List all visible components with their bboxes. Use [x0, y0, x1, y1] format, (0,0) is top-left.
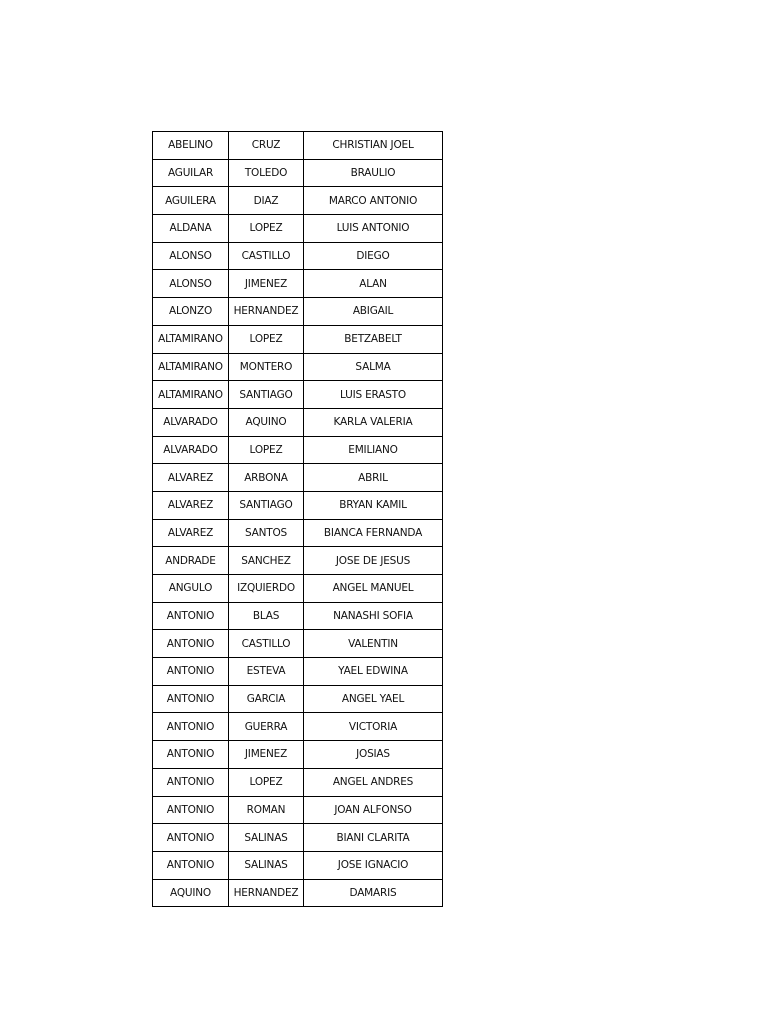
- table-row: [153, 658, 443, 686]
- table-row: [153, 436, 443, 464]
- maternal-surname-cell: HERNANDEZ: [229, 298, 304, 326]
- table-row: [153, 381, 443, 409]
- paternal-surname-cell: ALTAMIRANO: [153, 325, 229, 353]
- given-name-cell: NANASHI SOFIA: [304, 602, 443, 630]
- given-name-cell: BIANI CLARITA: [304, 824, 443, 852]
- paternal-surname-cell: ALTAMIRANO: [153, 381, 229, 409]
- paternal-surname-cell: ANTONIO: [153, 630, 229, 658]
- paternal-surname-cell: ALVARADO: [153, 436, 229, 464]
- table-row: [153, 519, 443, 547]
- table-row: [153, 851, 443, 879]
- maternal-surname-cell: LOPEZ: [229, 768, 304, 796]
- table-row: [153, 741, 443, 769]
- table-row: [153, 824, 443, 852]
- paternal-surname-cell: ANTONIO: [153, 851, 229, 879]
- given-name-cell: BETZABELT: [304, 325, 443, 353]
- given-name-cell: ABIGAIL: [304, 298, 443, 326]
- table-row: [153, 547, 443, 575]
- maternal-surname-cell: SALINAS: [229, 851, 304, 879]
- paternal-surname-cell: ALONZO: [153, 298, 229, 326]
- maternal-surname-cell: SANTIAGO: [229, 491, 304, 519]
- table-row: [153, 685, 443, 713]
- table-row: [153, 879, 443, 907]
- paternal-surname-cell: ALVAREZ: [153, 491, 229, 519]
- maternal-surname-cell: CASTILLO: [229, 630, 304, 658]
- paternal-surname-cell: ANTONIO: [153, 685, 229, 713]
- given-name-cell: EMILIANO: [304, 436, 443, 464]
- maternal-surname-cell: CASTILLO: [229, 242, 304, 270]
- given-name-cell: ALAN: [304, 270, 443, 298]
- table-row: [153, 796, 443, 824]
- paternal-surname-cell: ALDANA: [153, 215, 229, 243]
- table-row: [153, 215, 443, 243]
- table-row: [153, 270, 443, 298]
- maternal-surname-cell: CRUZ: [229, 132, 304, 160]
- maternal-surname-cell: ARBONA: [229, 464, 304, 492]
- table-row: [153, 325, 443, 353]
- given-name-cell: BRAULIO: [304, 159, 443, 187]
- given-name-cell: JOSE DE JESUS: [304, 547, 443, 575]
- maternal-surname-cell: JIMENEZ: [229, 741, 304, 769]
- given-name-cell: BIANCA FERNANDA: [304, 519, 443, 547]
- given-name-cell: LUIS ERASTO: [304, 381, 443, 409]
- paternal-surname-cell: ANTONIO: [153, 658, 229, 686]
- paternal-surname-cell: ALTAMIRANO: [153, 353, 229, 381]
- paternal-surname-cell: ANTONIO: [153, 713, 229, 741]
- maternal-surname-cell: LOPEZ: [229, 436, 304, 464]
- given-name-cell: CHRISTIAN JOEL: [304, 132, 443, 160]
- maternal-surname-cell: BLAS: [229, 602, 304, 630]
- maternal-surname-cell: MONTERO: [229, 353, 304, 381]
- table-row: [153, 132, 443, 160]
- maternal-surname-cell: HERNANDEZ: [229, 879, 304, 907]
- given-name-cell: MARCO ANTONIO: [304, 187, 443, 215]
- given-name-cell: ABRIL: [304, 464, 443, 492]
- paternal-surname-cell: ALONSO: [153, 242, 229, 270]
- paternal-surname-cell: ANDRADE: [153, 547, 229, 575]
- table-row: [153, 242, 443, 270]
- given-name-cell: ANGEL ANDRES: [304, 768, 443, 796]
- maternal-surname-cell: SALINAS: [229, 824, 304, 852]
- table-row: [153, 408, 443, 436]
- maternal-surname-cell: LOPEZ: [229, 325, 304, 353]
- paternal-surname-cell: AQUINO: [153, 879, 229, 907]
- given-name-cell: BRYAN KAMIL: [304, 491, 443, 519]
- given-name-cell: VICTORIA: [304, 713, 443, 741]
- paternal-surname-cell: ANGULO: [153, 575, 229, 603]
- paternal-surname-cell: ANTONIO: [153, 796, 229, 824]
- given-name-cell: JOSE IGNACIO: [304, 851, 443, 879]
- given-name-cell: DAMARIS: [304, 879, 443, 907]
- table-row: [153, 602, 443, 630]
- maternal-surname-cell: ROMAN: [229, 796, 304, 824]
- maternal-surname-cell: ESTEVA: [229, 658, 304, 686]
- paternal-surname-cell: ALVAREZ: [153, 519, 229, 547]
- given-name-cell: JOSIAS: [304, 741, 443, 769]
- paternal-surname-cell: AGUILAR: [153, 159, 229, 187]
- maternal-surname-cell: LOPEZ: [229, 215, 304, 243]
- given-name-cell: LUIS ANTONIO: [304, 215, 443, 243]
- names-table-body: [153, 132, 443, 907]
- given-name-cell: SALMA: [304, 353, 443, 381]
- paternal-surname-cell: ALONSO: [153, 270, 229, 298]
- table-row: [153, 768, 443, 796]
- maternal-surname-cell: GUERRA: [229, 713, 304, 741]
- table-row: [153, 187, 443, 215]
- names-table: [152, 131, 443, 907]
- table-row: [153, 713, 443, 741]
- paternal-surname-cell: ABELINO: [153, 132, 229, 160]
- given-name-cell: ANGEL YAEL: [304, 685, 443, 713]
- maternal-surname-cell: TOLEDO: [229, 159, 304, 187]
- given-name-cell: VALENTIN: [304, 630, 443, 658]
- paternal-surname-cell: ANTONIO: [153, 602, 229, 630]
- paternal-surname-cell: ANTONIO: [153, 741, 229, 769]
- table-row: [153, 159, 443, 187]
- maternal-surname-cell: DIAZ: [229, 187, 304, 215]
- given-name-cell: DIEGO: [304, 242, 443, 270]
- given-name-cell: YAEL EDWINA: [304, 658, 443, 686]
- maternal-surname-cell: GARCIA: [229, 685, 304, 713]
- maternal-surname-cell: SANCHEZ: [229, 547, 304, 575]
- table-row: [153, 491, 443, 519]
- table-row: [153, 298, 443, 326]
- paternal-surname-cell: ALVAREZ: [153, 464, 229, 492]
- table-row: [153, 464, 443, 492]
- paternal-surname-cell: ANTONIO: [153, 768, 229, 796]
- maternal-surname-cell: SANTIAGO: [229, 381, 304, 409]
- given-name-cell: ANGEL MANUEL: [304, 575, 443, 603]
- paternal-surname-cell: ALVARADO: [153, 408, 229, 436]
- given-name-cell: KARLA VALERIA: [304, 408, 443, 436]
- given-name-cell: JOAN ALFONSO: [304, 796, 443, 824]
- paternal-surname-cell: AGUILERA: [153, 187, 229, 215]
- maternal-surname-cell: IZQUIERDO: [229, 575, 304, 603]
- maternal-surname-cell: AQUINO: [229, 408, 304, 436]
- maternal-surname-cell: SANTOS: [229, 519, 304, 547]
- paternal-surname-cell: ANTONIO: [153, 824, 229, 852]
- maternal-surname-cell: JIMENEZ: [229, 270, 304, 298]
- table-row: [153, 630, 443, 658]
- table-row: [153, 353, 443, 381]
- table-row: [153, 575, 443, 603]
